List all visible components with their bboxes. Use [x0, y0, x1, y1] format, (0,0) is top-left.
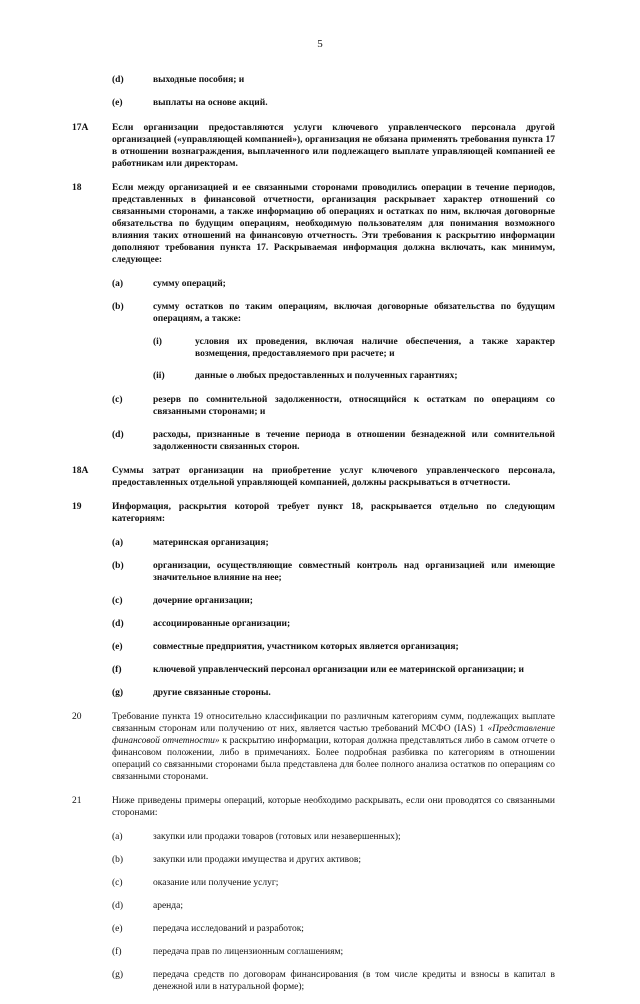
list-item: [0, 618, 640, 630]
list-item: [0, 854, 640, 866]
item-text: аренда;: [153, 901, 183, 911]
paragraph-21: [0, 795, 640, 819]
paragraph-text-part: к раскрытию информации, которая должна представляться либо в самом отчете о финансовом положении, либо в примечаниях. Более подробная разбивка по категориям в отношении операций со связанными сторонами была представлена для более полного анализа остатков по операциям со связанными сторонами.: [112, 736, 555, 782]
list-item: [0, 969, 640, 993]
item-mark: (g): [112, 688, 124, 698]
item-mark: (c): [112, 878, 123, 888]
item-mark: (g): [112, 970, 124, 980]
item-mark: (d): [112, 75, 124, 85]
paragraph-text: Если между организацией и ее связанными сторонами проводились операции в течение периодов, представленных в финансовой отчетности, организация раскрывает характер отношений со связанными сторонами, а также информацию об операциях и остатках по ним, включая договорные обязательства по будущим операциям, необходимую пользователям для понимания возможного влияния таких отношений на финансовую отчетность. Эти требования к раскрытию информации дополняют требования пункта 17. Раскрываемая информация должна включать, как минимум, следующее:: [112, 183, 555, 265]
paragraph-text: Суммы затрат организации на приобретение услуг ключевого управленческого персонала, предоставленных отдельной управляющей компанией, должны раскрываться в отчетности.: [112, 466, 555, 488]
list-item: [0, 537, 640, 549]
paragraph-text: Информация, раскрытия которой требует пункт 18, раскрывается отдельно по следующим категориям:: [112, 502, 555, 524]
item-text: расходы, признанные в течение периода в отношении безнадежной или сомнительной задолженности связанных сторон.: [153, 430, 555, 452]
list-item: [0, 560, 640, 584]
list-item: [0, 301, 640, 325]
paragraph-text: Если организации предоставляются услуги ключевого управленческого персонала другой организацией («управляющей компанией»), организация не обязана применять требования пункта 17 в отношении вознаграждения, выплаченного или подлежащего выплате управляющей компанией ее работникам или директорам.: [112, 123, 555, 169]
list-item: [0, 278, 640, 290]
item-mark: (e): [112, 642, 123, 652]
item-text: другие связанные стороны.: [153, 688, 271, 698]
item-mark: (a): [112, 832, 123, 842]
item-text: передача прав по лицензионным соглашениям;: [153, 947, 344, 957]
item-text: передача исследований и разработок;: [153, 924, 304, 934]
page-content: [0, 74, 640, 1004]
item-text: выплаты на основе акций.: [153, 98, 268, 108]
item-mark: (f): [112, 947, 122, 957]
sub-item-text: условия их проведения, включая наличие обеспечения, а также характер возмещения, предоставляемого при расчете; и: [195, 337, 555, 359]
paragraph-19: [0, 501, 640, 525]
list-item: [0, 595, 640, 607]
paragraph-18a: [0, 465, 640, 489]
paragraph-number: 20: [72, 712, 82, 722]
item-text: дочерние организации;: [153, 596, 253, 606]
item-mark: (d): [112, 901, 124, 911]
item-text: закупки или продажи имущества и других активов;: [153, 855, 361, 865]
item-text: передача средств по договорам финансирования (в том числе кредиты и взносы в капитал в денежной или в натуральной форме);: [153, 970, 555, 992]
item-text: ассоциированные организации;: [153, 619, 291, 629]
list-item: [0, 641, 640, 653]
item-text: закупки или продажи товаров (готовых или незавершенных);: [153, 832, 401, 842]
item-text: ключевой управленческий персонал организации или ее материнской организации; и: [153, 665, 524, 675]
item-mark: (b): [112, 561, 124, 571]
list-item: [0, 74, 640, 86]
item-text: сумму остатков по таким операциям, включая договорные обязательства по будущим операциям, а также:: [153, 302, 555, 324]
list-item: [0, 923, 640, 935]
item-text: оказание или получение услуг;: [153, 878, 279, 888]
sub-item-mark: (ii): [153, 371, 165, 381]
list-item: [0, 946, 640, 958]
paragraph-number: 19: [72, 502, 82, 512]
standard-title: «Представление финансовой отчетности»: [112, 724, 555, 746]
list-item: [0, 394, 640, 418]
item-mark: (d): [112, 430, 124, 440]
sub-item: [0, 336, 640, 360]
list-item: [0, 877, 640, 889]
paragraph-17a: [0, 122, 640, 170]
list-item: [0, 687, 640, 699]
paragraph-text: Ниже приведены примеры операций, которые необходимо раскрывать, если они проводятся со связанными сторонами:: [112, 796, 555, 818]
page-number: 5: [317, 38, 323, 50]
paragraph-text-part: Требование пункта 19 относительно классификации по различным категориям сумм, подлежащих выплате связанным сторонам или получению от них, является частью требований МСФО (IAS) 1: [112, 712, 555, 734]
paragraph-20: [0, 711, 640, 783]
list-item: [0, 900, 640, 912]
paragraph-number: 18A: [72, 466, 89, 476]
item-mark: (b): [112, 855, 124, 865]
item-text: выходные пособия; и: [153, 75, 245, 85]
item-mark: (d): [112, 619, 124, 629]
paragraph-number: 21: [72, 796, 82, 806]
item-text: совместные предприятия, участником которых является организация;: [153, 642, 459, 652]
item-mark: (c): [112, 395, 123, 405]
item-mark: (e): [112, 924, 123, 934]
list-item: [0, 664, 640, 676]
item-mark: (b): [112, 302, 124, 312]
item-text: материнская организация;: [153, 538, 269, 548]
paragraph-18: [0, 182, 640, 266]
list-item: [0, 429, 640, 453]
sub-item: [0, 370, 640, 382]
sub-item-text: данные о любых предоставленных и полученных гарантиях;: [195, 371, 458, 381]
sub-item-mark: (i): [153, 337, 162, 347]
item-text: организации, осуществляющие совместный контроль над организацией или имеющие значительное влияние на нее;: [153, 561, 555, 583]
paragraph-number: 18: [72, 183, 82, 193]
item-mark: (f): [112, 665, 122, 675]
paragraph-number: 17A: [72, 123, 89, 133]
item-mark: (a): [112, 538, 124, 548]
item-text: сумму операций;: [153, 279, 226, 289]
item-text: резерв по сомнительной задолженности, относящийся к остаткам по операциям со связанными сторонами; и: [153, 395, 555, 417]
list-item: [0, 97, 640, 109]
item-mark: (c): [112, 596, 123, 606]
item-mark: (a): [112, 279, 124, 289]
list-item: [0, 831, 640, 843]
paragraph-text: [112, 711, 555, 783]
item-mark: (e): [112, 98, 123, 108]
